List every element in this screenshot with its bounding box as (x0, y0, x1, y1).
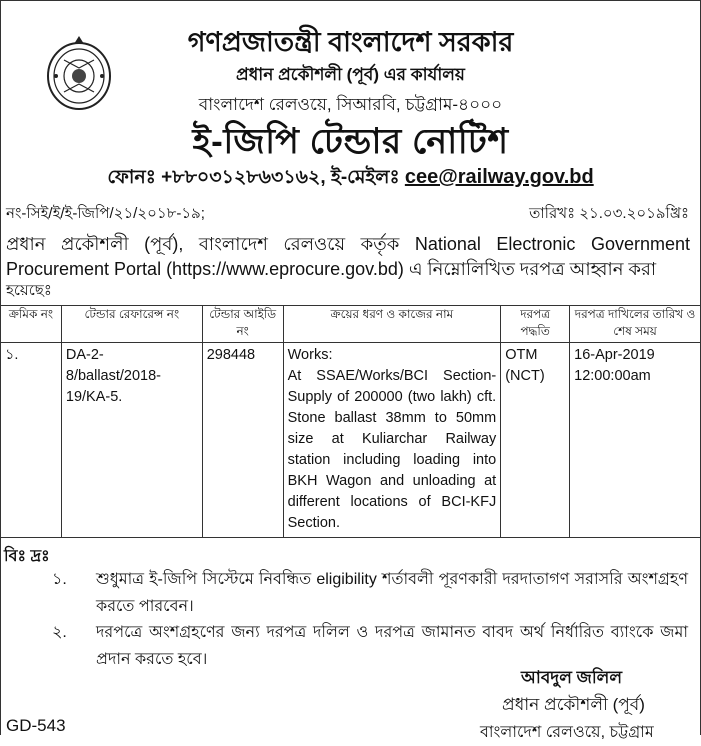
cell-reference: DA-2-8/ballast/2018-19/KA-5. (61, 343, 202, 538)
note-number: ২. (52, 624, 67, 641)
email-link[interactable]: cee@railway.gov.bd (404, 166, 594, 188)
work-type: Works: (287, 347, 333, 363)
cell-method (501, 343, 570, 538)
phone-text: ফোনঃ +৮৮০৩১২৮৬৩১৬২, ই-মেইলঃ (107, 167, 405, 188)
office-address: বাংলাদেশ রেলওয়ে, সিআরবি, চট্টগ্রাম-৪০০০ (198, 95, 503, 114)
office-title: প্রধান প্রকৌশলী (পূর্ব) এর কার্যালয় (236, 65, 465, 84)
intro-line: প্রধান প্রকৌশলী (পূর্ব), বাংলাদেশ রেলওয়ে কর্তৃক National Electronic Government Procurement Portal (https://www.eprocure.gov.bd) এ নিম্নোলিখিত দরপত্র আহ্বান করা (6, 234, 690, 279)
signatory-title: প্রধান প্রকৌশলী (পূর্ব) (502, 695, 645, 714)
col-serial: ক্রমিক নং (1, 306, 62, 343)
signatory-organization: বাংলাদেশ রেলওয়ে, চট্টগ্রাম (480, 724, 654, 741)
table-row (1, 343, 701, 538)
cell-closing (570, 343, 701, 538)
cell-tender-id: 298448 (202, 343, 283, 538)
note-number: ১. (52, 571, 67, 588)
signatory-name: আবদুল জলিল (521, 668, 623, 687)
tender-table (0, 305, 701, 538)
col-closing: দরপত্র দাখিলের তারিখ ও শেষ সময় (570, 306, 701, 343)
cell-description (283, 343, 501, 538)
col-reference: টেন্ডার রেফারেন্স নং (61, 306, 202, 343)
gd-code: GD-543 (6, 716, 66, 735)
col-method: দরপত্র পদ্ধতি (501, 306, 570, 343)
col-description: ক্রয়ের ধরণ ও কাজের নাম (283, 306, 501, 343)
notice-title: ই-জিপি টেন্ডার নোটিশ (192, 122, 509, 161)
note-item (52, 566, 688, 620)
contact-line (0, 163, 701, 195)
closing-time: 12:00:00am (574, 368, 651, 384)
memo-date: তারিখঃ ২১.০৩.২০১৯খ্রিঃ (529, 205, 689, 222)
method-line-1: OTM (505, 347, 538, 363)
col-tender-id: টেন্ডার আইডি নং (202, 306, 283, 343)
notes-title: বিঃ দ্রঃ (4, 548, 50, 565)
memo-reference: নং-সিই/ই/ই-জিপি/২১/২০১৮-১৯; (6, 205, 205, 222)
cell-serial: ১. (1, 343, 62, 538)
work-description: At SSAE/Works/BCI Section-Supply of 200000 (two lakh) cft. Stone ballast 38mm to 50mm size at Kuliarchar Railway station including loading into BKH Wagon and unloading at different locations of BCI-KFJ Section. (287, 368, 497, 531)
note-text: শুধুমাত্র ই-জিপি সিস্টেমে নিবন্ধিত eligibility শর্তাবলী পূরণকারী দরদাতাগণ সরাসরি অংশগ্রহণ করতে পারবেন। (96, 571, 688, 615)
note-text: দরপত্রে অংশগ্রহণের জন্য দরপত্র দলিল ও দরপত্র জামানত বাবদ অর্থ নির্ধারিত ব্যাংকে জমা প্রদান করতে হবে। (96, 624, 688, 668)
table-header-row (1, 306, 701, 343)
intro-paragraph (6, 232, 690, 300)
intro-line-end: হয়েছেঃ (6, 282, 52, 299)
government-title: গণপ্রজাতন্ত্রী বাংলাদেশ সরকার (187, 27, 514, 57)
closing-date: 16-Apr-2019 (574, 347, 655, 363)
method-line-2: (NCT) (505, 368, 545, 384)
